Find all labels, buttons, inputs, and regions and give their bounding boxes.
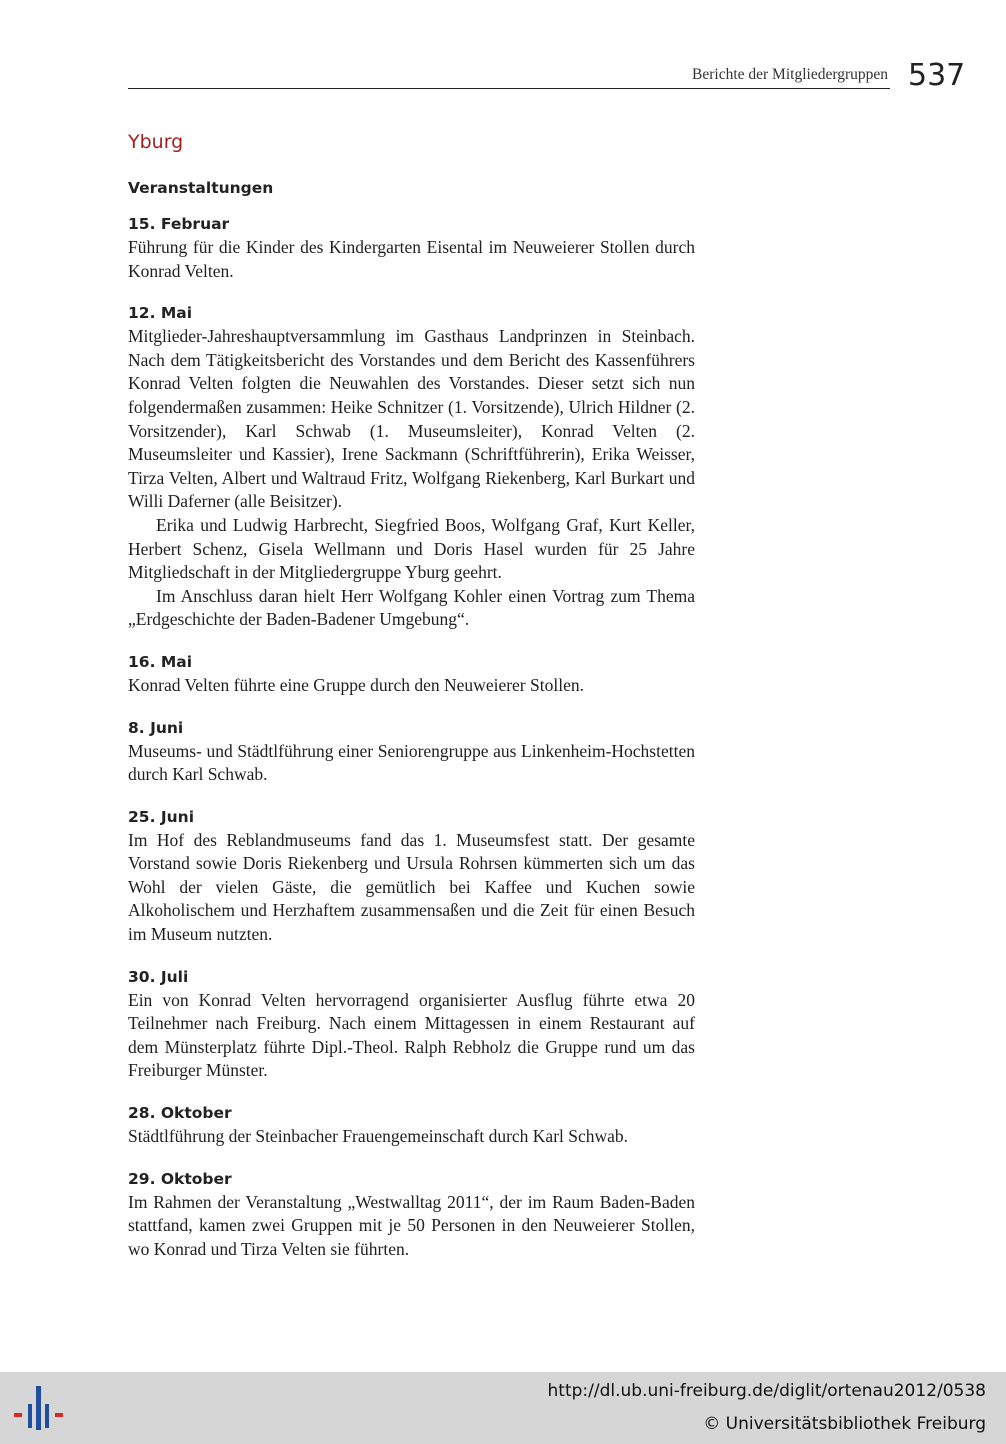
event-entry [128, 805, 695, 947]
event-paragraph: Im Hof des Reblandmuseums fand das 1. Museumsfest statt. Der gesamte Vorstand sowie Doris Riekenberg und Ursula Rohrsen kümmerten sich um das Wohl der vielen Gäste, die gemütlich bei Kaffee und Kuchen sowie Alkoholischem und Herzhaftem zusammensaßen und die Zeit für einen Besuch im Museum nutzten. [128, 829, 695, 945]
event-date: 16. Mai [128, 652, 193, 671]
footer-copyright: © Universitätsbibliothek Freiburg [703, 1414, 986, 1434]
entry-list [128, 212, 695, 1261]
event-paragraph: Führung für die Kinder des Kindergarten Eisental im Neuweierer Stollen durch Konrad Velten. [128, 237, 695, 281]
event-date: 8. Juni [128, 718, 184, 737]
event-entry [128, 212, 695, 283]
page-number: 537 [908, 58, 966, 93]
event-paragraph: Erika und Ludwig Harbrecht, Siegfried Boos, Wolfgang Graf, Kurt Keller, Herbert Schenz, Gisela Wellmann und Doris Hasel wurden für 25 Jahre Mitgliedschaft in der Mitgliedergruppe Yburg geehrt. [128, 514, 695, 583]
ub-freiburg-logo-icon [14, 1384, 64, 1434]
event-entry [128, 301, 695, 632]
event-paragraph: Im Rahmen der Veranstaltung „Westwalltag 2011“, der im Raum Baden-Baden stattfand, kamen zwei Gruppen mit je 50 Personen in den Neuweierer Stollen, wo Konrad und Tirza Velten sie führten. [128, 1191, 695, 1259]
event-paragraph: Mitglieder-Jahreshauptversammlung im Gasthaus Landprinzen in Steinbach. Nach dem Tätigkeitsbericht des Vorstandes und dem Bericht des Kassenführers Konrad Velten folgten die Neuwahlen des Vorstandes. Dieser setzt sich nun folgendermaßen zusammen: Heike Schnitzer (1. Vorsitzende), Ulrich Hildner (2. Vorsitzender), Karl Schwab (1. Museumsleiter), Konrad Velten (2. Museumsleiter und Kassier), Irene Sackmann (Schriftführerin), Erika Weisser, Tirza Velten, Albert und Waltraud Fritz, Wolfgang Riekenberg, Karl Burkart und Willi Daferner (alle Beisitzer). [128, 326, 695, 512]
event-entry [128, 650, 695, 698]
event-entry [128, 716, 695, 787]
event-paragraph: Konrad Velten führte eine Gruppe durch den Neuweierer Stollen. [128, 674, 584, 695]
footer-url-link[interactable]: http://dl.ub.uni-freiburg.de/diglit/ortenau2012/0538 [547, 1381, 986, 1401]
event-paragraph: Museums- und Städtlführung einer Seniorengruppe aus Linkenheim-Hochstetten durch Karl Schwab. [128, 740, 695, 785]
event-date: 15. Februar [128, 215, 230, 233]
event-date: 28. Oktober [128, 1104, 232, 1123]
event-date: 29. Oktober [128, 1169, 232, 1188]
event-entry [128, 1167, 695, 1262]
event-paragraph: Im Anschluss daran hielt Herr Wolfgang Kohler einen Vortrag zum Thema „Erdgeschichte der Baden-Badener Umgebung“. [128, 585, 695, 630]
section-subhead: Veranstaltungen [128, 179, 274, 197]
event-date: 12. Mai [128, 304, 193, 323]
footer-bar [0, 1372, 1006, 1444]
running-title: Berichte der Mitgliedergruppen [692, 66, 888, 83]
event-entry [128, 1101, 695, 1149]
event-entry [128, 965, 695, 1083]
section-title: Yburg [128, 131, 184, 153]
event-date: 30. Juli [128, 967, 189, 986]
running-head [128, 62, 890, 89]
main-content [128, 128, 695, 1279]
event-paragraph: Ein von Konrad Velten hervorragend organisierter Ausflug führte etwa 20 Teilnehmer nach Freiburg. Nach einem Mittagessen in einem Restaurant auf dem Münsterplatz führte Dipl.-Theol. Ralph Rebholz die Gruppe rund um das Freiburger Münster. [128, 989, 695, 1081]
event-date: 25. Juni [128, 807, 195, 826]
event-paragraph: Städtlführung der Steinbacher Frauengemeinschaft durch Karl Schwab. [128, 1126, 629, 1147]
